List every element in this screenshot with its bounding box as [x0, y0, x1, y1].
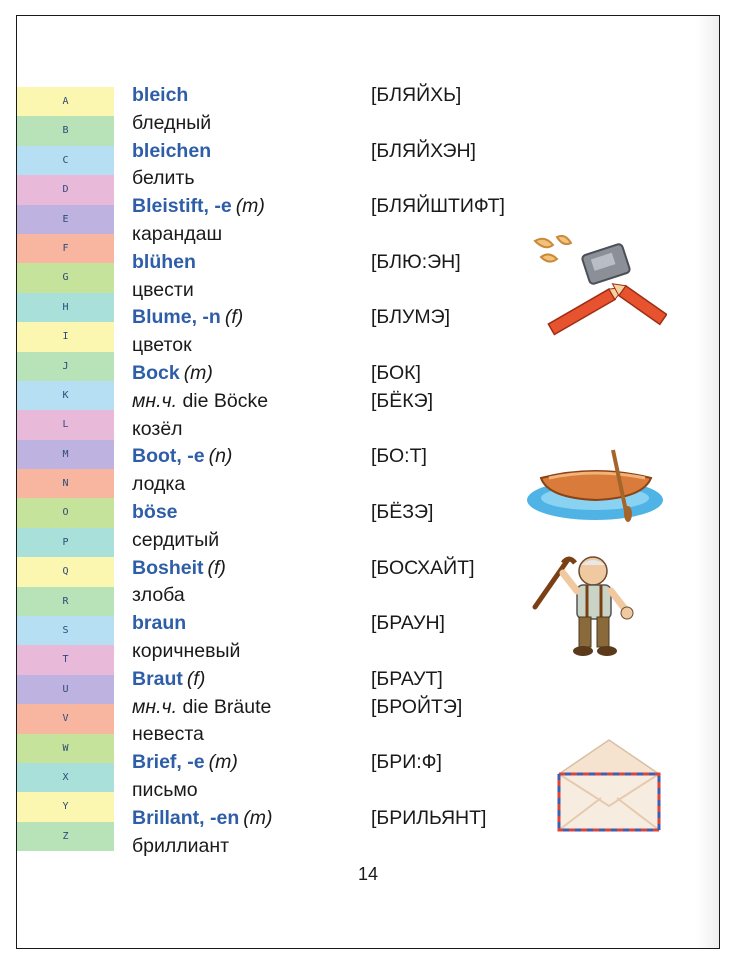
translation-line — [132, 110, 532, 138]
alphabet-letter-d[interactable]: D — [17, 175, 114, 204]
dictionary-entry — [132, 555, 532, 611]
alphabet-letter-f[interactable]: F — [17, 234, 114, 263]
dictionary-entry — [132, 610, 532, 666]
plural-abbreviation: мн.ч. — [132, 695, 178, 718]
gender-marker: (f) — [207, 556, 226, 579]
alphabet-letter-e[interactable]: E — [17, 205, 114, 234]
entries-list — [132, 82, 532, 860]
alphabet-letter-a[interactable]: A — [17, 87, 114, 116]
translation-line — [132, 777, 532, 805]
headword-line — [132, 666, 532, 694]
alphabet-letter-m[interactable]: M — [17, 440, 114, 469]
translation: цвести — [132, 278, 194, 301]
gender-marker: (m) — [243, 806, 273, 829]
headword-line — [132, 304, 532, 332]
headword-line — [132, 82, 532, 110]
pronunciation: [БОК] — [371, 361, 421, 384]
pronunciation: [БОСХАЙТ] — [371, 556, 475, 579]
alphabet-letter-w[interactable]: W — [17, 734, 114, 763]
headword: braun — [132, 612, 187, 635]
pronunciation: [БРИЛЬЯНТ] — [371, 806, 487, 829]
translation-line — [132, 165, 532, 193]
alphabet-letter-r[interactable]: R — [17, 587, 114, 616]
translation: козёл — [132, 417, 183, 440]
alphabet-letter-c[interactable]: C — [17, 146, 114, 175]
headword-group — [132, 249, 196, 277]
dictionary-page — [16, 15, 720, 949]
headword-group — [132, 749, 238, 777]
alphabet-letter-o[interactable]: O — [17, 498, 114, 527]
translation: сердитый — [132, 528, 220, 551]
translation: бледный — [132, 111, 212, 134]
gender-marker: (f) — [186, 667, 206, 690]
alphabet-letter-l[interactable]: L — [17, 410, 114, 439]
headword-group — [132, 443, 232, 471]
headword: Bleistift, -e — [132, 195, 232, 218]
translation: карандаш — [132, 222, 223, 245]
alphabet-letter-q[interactable]: Q — [17, 557, 114, 586]
plural-pronunciation: [БРОЙТЭ] — [371, 695, 463, 718]
translation-line — [132, 721, 532, 749]
pronunciation: [БО:Т] — [371, 445, 427, 468]
pronunciation: [БЁЗЭ] — [371, 500, 434, 523]
dictionary-entry — [132, 666, 532, 749]
alphabet-letter-v[interactable]: V — [17, 704, 114, 733]
headword: bleichen — [132, 139, 212, 162]
headword-group — [132, 304, 243, 332]
translation: белить — [132, 167, 195, 190]
headword-line — [132, 555, 532, 583]
gender-marker: (m) — [235, 195, 265, 218]
translation-line — [132, 277, 532, 305]
headword-line — [132, 499, 532, 527]
headword-group — [132, 193, 265, 221]
alphabet-letter-x[interactable]: X — [17, 763, 114, 792]
plural-abbreviation: мн.ч. — [132, 389, 178, 412]
dictionary-entry — [132, 360, 532, 443]
headword: blühen — [132, 250, 196, 273]
translation-line — [132, 527, 532, 555]
translation-line — [132, 582, 532, 610]
translation: лодка — [132, 473, 186, 496]
headword-line — [132, 138, 532, 166]
translation: невеста — [132, 723, 204, 746]
translation: коричневый — [132, 639, 241, 662]
headword-line — [132, 360, 532, 388]
plural-group — [132, 694, 271, 722]
headword-group — [132, 555, 226, 583]
alphabet-letter-p[interactable]: P — [17, 528, 114, 557]
headword-line — [132, 749, 532, 777]
dictionary-entry — [132, 138, 532, 194]
headword: Braut — [132, 667, 183, 690]
pronunciation: [БЛЯЙХЬ] — [371, 84, 462, 106]
headword: Brief, -e — [132, 751, 205, 774]
alphabet-letter-t[interactable]: T — [17, 645, 114, 674]
gender-marker: (m) — [208, 751, 238, 774]
gender-marker: (m) — [183, 361, 213, 384]
alphabet-letter-u[interactable]: U — [17, 675, 114, 704]
headword-line — [132, 610, 532, 638]
dictionary-entry — [132, 304, 532, 360]
translation-line — [132, 332, 532, 360]
dictionary-entry — [132, 499, 532, 555]
pronunciation: [БЛЯЙШТИФТ] — [371, 195, 505, 218]
dictionary-entry — [132, 82, 532, 138]
dictionary-entry — [132, 249, 532, 305]
pronunciation: [БРАУТ] — [371, 667, 443, 690]
alphabet-letter-s[interactable]: S — [17, 616, 114, 645]
plural-line — [132, 694, 532, 722]
plural-pronunciation: [БЁКЭ] — [371, 389, 434, 412]
plural-form: die Bräute — [182, 695, 272, 718]
pronunciation: [БЛЮ:ЭН] — [371, 250, 461, 273]
dictionary-entry — [132, 749, 532, 805]
headword: Bosheit — [132, 556, 204, 579]
pronunciation: [БРИ:Ф] — [371, 751, 442, 774]
headword-group — [132, 610, 186, 638]
translation-line — [132, 638, 532, 666]
headword: böse — [132, 500, 178, 523]
headword-group — [132, 360, 213, 388]
pronunciation: [БРАУН] — [371, 612, 445, 635]
alphabet-letter-g[interactable]: G — [17, 263, 114, 292]
headword: Blume, -n — [132, 306, 221, 329]
gender-marker: (f) — [224, 306, 244, 329]
dictionary-entry — [132, 805, 532, 861]
translation-line — [132, 221, 532, 249]
plural-group — [132, 388, 268, 416]
headword-group — [132, 499, 178, 527]
translation: цветок — [132, 334, 192, 357]
alphabet-letter-z[interactable]: Z — [17, 822, 114, 851]
translation-line — [132, 833, 532, 861]
translation: злоба — [132, 584, 185, 607]
pronunciation: [БЛУМЭ] — [371, 306, 451, 329]
headword-line — [132, 193, 532, 221]
headword-line — [132, 805, 532, 833]
pencil-sharpener-icon — [527, 231, 667, 343]
alphabet-letter-b[interactable]: B — [17, 116, 114, 145]
gender-marker: (n) — [208, 445, 233, 468]
headword-line — [132, 249, 532, 277]
alphabet-letter-n[interactable]: N — [17, 469, 114, 498]
translation-line — [132, 416, 532, 444]
plural-line — [132, 388, 532, 416]
boat-icon — [525, 444, 665, 524]
alphabet-letter-y[interactable]: Y — [17, 792, 114, 821]
headword-group — [132, 805, 273, 833]
headword-group — [132, 138, 211, 166]
alphabet-index — [17, 87, 114, 851]
envelope-icon — [553, 736, 665, 836]
page-number: 14 — [357, 864, 379, 884]
headword-group — [132, 666, 205, 694]
headword-line — [132, 443, 532, 471]
translation-line — [132, 471, 532, 499]
headword: bleich — [132, 84, 189, 106]
alphabet-letter-h[interactable]: H — [17, 293, 114, 322]
plural-form: die Böcke — [182, 389, 269, 412]
alphabet-letter-j[interactable]: J — [17, 352, 114, 381]
angry-old-man-icon — [529, 551, 649, 661]
headword-group — [132, 82, 188, 110]
translation: бриллиант — [132, 834, 230, 857]
headword: Boot, -e — [132, 445, 205, 468]
translation: письмо — [132, 778, 198, 801]
pronunciation: [БЛЯЙХЭН] — [371, 139, 476, 162]
headword: Bock — [132, 361, 180, 384]
headword: Brillant, -en — [132, 806, 240, 829]
alphabet-letter-k[interactable]: K — [17, 381, 114, 410]
dictionary-entry — [132, 443, 532, 499]
dictionary-entry — [132, 193, 532, 249]
alphabet-letter-i[interactable]: I — [17, 322, 114, 351]
